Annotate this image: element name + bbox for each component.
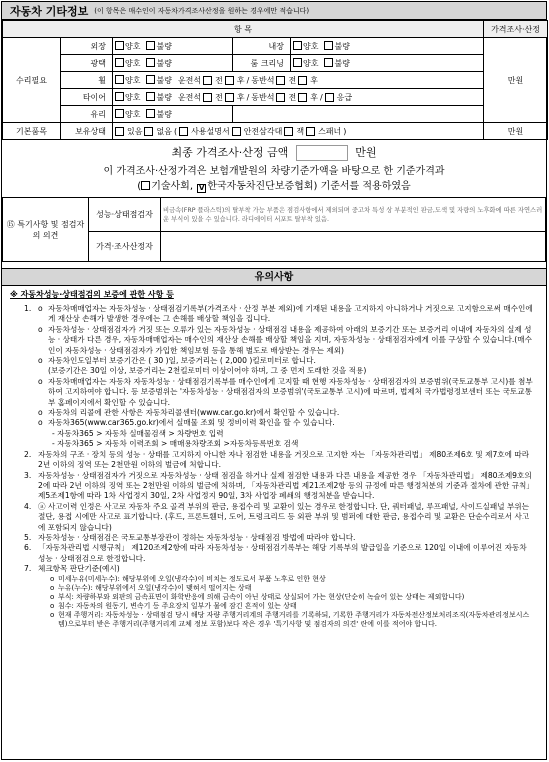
tire-good-checkbox[interactable] xyxy=(115,92,124,101)
possession-label: 보유상태 xyxy=(61,123,113,140)
tire-label: 타이어 xyxy=(61,89,113,106)
room-cleaning-label: 룸 크리닝 xyxy=(233,55,291,72)
wheel-driver-rear-checkbox[interactable] xyxy=(225,76,234,85)
inspector-opinion: 비금속(FRP 플라스틱)의 탈부착 가능 부품은 점검사항에서 제외되며 중고차 특성 상 부분적인 판금,도색 및 자량의 노후화에 따른 자연스러운 부식이 있을 수 있습니다. 라디에이터 서포트 탈부착 있음. xyxy=(161,198,546,232)
wheel-label: 휠 xyxy=(61,72,113,89)
basic-price-unit: 만원 xyxy=(484,123,548,140)
repair-needed-label: 수리필요 xyxy=(3,38,61,123)
other-info-header xyxy=(2,2,546,20)
repair-price-unit: 만원 xyxy=(484,38,548,123)
gloss-label: 광택 xyxy=(61,55,113,72)
gloss-bad-checkbox[interactable] xyxy=(146,58,155,67)
glass-bad-checkbox[interactable] xyxy=(146,109,155,118)
notice-item-2: 2. 자동차의 구조 · 장치 등의 성능 · 상태를 고지하지 아니한 자나 점검한 내용을 거짓으로 고지한 자는 「자동차관리법」 제80조제6호 및 제7호에 따라 2년 이하의 징역 또는 2천만원 이하의 벌금에 처합니다. xyxy=(24,449,530,470)
tire-bad-checkbox[interactable] xyxy=(146,92,155,101)
basic-items-label: 기본품목 xyxy=(3,123,61,140)
standard-note-2: ( 기술사회, V 한국자동차진단보증협회) 기준서를 적용하였음 xyxy=(137,181,411,192)
criteria-list: o 미세누유(미세누수): 해당부위에 오일(냉각수)이 비치는 정도로서 부품 노후로 인한 현상 o 누유(누수): 해당부위에서 오일(냉각수)이 맺혀서 떨어지는 상태 o 부식: 차량하부와 외판의 금속표면이 화학반응에 의해 금속이 아닌 상태로 상실되어 가는 현상(단순히 녹슬어 있는 상태는 제외합니다) o 침수: 자동차의 원동기, 변속기 등 주요장치 일부가 물에 잠긴 흔적이 있는 상태 o 현재 주행거리: 자동차성능 · 상태점검 당시 해당 자량 주행거리계의 주행거리를 기록하되, 기록한 주행거리가 자동차전산정보처리조직(자동차관리정보시스템)으로부터 받은 주행거리(주행거리계 교체 정보 포함)보다 작은 경우 '특기사항 및 점검자의 의견' 란에 이를 적어야 합니다. xyxy=(50,574,530,628)
spanner-checkbox[interactable] xyxy=(306,127,315,136)
exterior-label: 외장 xyxy=(61,38,113,55)
notice-item-1: 1. o 자동차매매업자는 자동차성능 · 상태점검기록부(가격조사 · 산정 부분 제외)에 기재된 내용을 고지하지 아니하거나 거짓으로 고지함으로써 매수인에게 재산상 손해가 발생한 경우에는 그 손해를 배상할 책임을 집니다. o 자동차성능 · 상태점검자가 거짓 또는 오류가 있는 자동차성능 · 상태점검 내용을 제공하여 아래의 보증기간 또는 보증거리 이내에 자동차의 실제 성능 · 상태가 다른 경우, 자동차매매업자는 매수인의 재산상 손해를 배상할 책임을 지며, 자동차성능 · 상태점검자에게 이를 구상할 수 있습니다.(매수인이 자동차성능 · 상태점검자가 가입한 책임보험 등을 통해 별도로 배상받는 경우는 제외) o 자동차인도일부터 보증기간은 ( 30 )일, 보증거리는 ( 2,000 )킬로미터로 합니다. (보증기간은 30일 이상, 보증거리는 2천킬로미터 이상이어야 하며, 그 중 먼저 도래한 것을 적용) o 자동차매매업자는 자동차 자동차성능 · 상태점검기록부를 매수인에게 고지할 때 현행 자동차성능 · 상태점검자의 보증범위(국토교통부 고시)를 첨부하여 고지하여야 합니다. 등 보증범위는 '자동차성능 · 상태점검자의 보증범위'(국토교통부 고시)에 따르며, 법제처 국가법령정보센터 또는 국토교통부 홈페이지에서 확인할 수 있습니다. o 자동차의 리콜에 관한 사항은 자동차리콜센터(www.car.go.kr)에서 확인할 수 있습니다. o 자동차365(www.car365.go.kr)에서 실매물 조회 및 정비이력 확인을 할 수 있습니다. - 자동차365 > 자동차 실매물검색 > 차량번호 입력 - 자동차365 > 자동차 이력조회 > 매매용차량조회 >자동차등록번호 검색 xyxy=(24,304,533,449)
tire-driver-front-checkbox[interactable] xyxy=(203,93,212,102)
notice-item-5: 5. 자동차성능 · 상태점검은 국토교통부장관이 정하는 자동차성능 · 상태점검 방법에 따라야 합니다. xyxy=(24,532,356,542)
triangle-checkbox[interactable] xyxy=(232,127,241,136)
glass-label: 유리 xyxy=(61,106,113,123)
kadia-checkbox-checked[interactable]: V xyxy=(199,184,205,192)
tire-passenger-rear-checkbox[interactable] xyxy=(298,93,307,102)
notice-header: 유의사항 xyxy=(2,268,546,286)
wheel-bad-checkbox[interactable] xyxy=(146,75,155,84)
wheel-driver-front-checkbox[interactable] xyxy=(203,76,212,85)
room-bad-checkbox[interactable] xyxy=(324,58,333,67)
tire-driver-rear-checkbox[interactable] xyxy=(225,93,234,102)
exterior-bad-checkbox[interactable] xyxy=(146,41,155,50)
wheel-passenger-front-checkbox[interactable] xyxy=(276,76,285,85)
interior-label: 내장 xyxy=(233,38,291,55)
appraiser-label: 가격·조사산정자 xyxy=(89,232,161,262)
notice-subtitle: ※ 자동차성능·상태점검의 보증에 관한 사항 등 xyxy=(10,290,174,299)
engineer-society-checkbox[interactable] xyxy=(141,181,150,190)
final-price-input[interactable] xyxy=(296,145,348,161)
jack-checkbox[interactable] xyxy=(284,127,293,136)
special-notes-table xyxy=(2,197,546,262)
section-title: 자동차 기타정보 xyxy=(10,4,89,18)
gloss-good-checkbox[interactable] xyxy=(115,58,124,67)
possession-have-checkbox[interactable] xyxy=(115,127,124,136)
inspection-page xyxy=(1,1,547,760)
section-note: (이 항목은 매수인이 자동차가격조사산정을 원하는 경우에만 적습니다) xyxy=(94,6,310,15)
interior-good-checkbox[interactable] xyxy=(293,41,302,50)
notice-item-3: 3. 자동차성능 · 상태점검자가 거짓으로 자동차성능 · 상태 점검을 하거나 실제 점검한 내용과 다른 내용을 제공한 경우 「자동차관리법」 제80조제9호의2에 따라 2년 이하의 징역 또는 2천만원 이하의 벌금에 처하며, 「자동차관리법 제21조제2항 등의 규정에 따른 행정처분의 기준과 절차에 관한 규칙」 제5조제1항에 따라 1차 사업정지 30일, 2차 사업정지 90일, 3차 사업장 폐쇄의 행정처분을 받습니다. xyxy=(24,470,534,501)
inspector-label: 성능·상태점검자 xyxy=(89,198,161,232)
glass-good-checkbox[interactable] xyxy=(115,109,124,118)
standard-note-1: 이 가격조사·산정가격은 보험개발원의 차량기준가액을 바탕으로 한 기준가격과 xyxy=(103,166,445,177)
interior-bad-checkbox[interactable] xyxy=(324,41,333,50)
notice-body xyxy=(2,304,546,629)
exterior-good-checkbox[interactable] xyxy=(115,41,124,50)
room-good-checkbox[interactable] xyxy=(293,58,302,67)
tire-passenger-front-checkbox[interactable] xyxy=(276,93,285,102)
notice-item-7: 7. 체크항목 판단기준(예시) xyxy=(24,564,120,574)
final-price-label: 최종 가격조사·산정 금액 xyxy=(171,146,289,159)
tire-emergency-checkbox[interactable] xyxy=(325,93,334,102)
final-price-unit: 만원 xyxy=(355,146,377,159)
possession-none-checkbox[interactable] xyxy=(144,127,153,136)
condition-table: 항 목 가격조사·산정 수리필요 외장 양호 불량 내장 양호 불량 만원 광택 양호 불량 룸 크리닝 양호 불량 휠 양호 불량 운전석 전 후 / 동반석 전 후 타이어 양호 불량 운전석 전 후 / 동반석 전 후 / 응급 유리 양호 불량 기본품목 보유상태 있음 없음 ( 사용설명서 안전삼각대 잭 스패너 ) 만원 xyxy=(2,20,548,140)
col-item-header: 항 목 xyxy=(3,21,484,38)
col-price-header: 가격조사·산정 xyxy=(484,21,548,38)
appraiser-opinion xyxy=(161,232,546,262)
notice-item-6: 6. 「자동차관리법 시행규칙」 제120조제2항에 따라 자동차성능 · 상태점검기록부는 해당 기록부의 발급일을 기준으로 120일 이내에 이루어진 자동차 성능 · 상태점검으로 한정합니다. xyxy=(24,543,527,563)
wheel-passenger-rear-checkbox[interactable] xyxy=(298,76,307,85)
special-notes-label: ⑮ 특기사항 및 점검자의 의견 xyxy=(3,198,89,262)
notice-item-4: 4. ⓐ 사고이력 인정은 사고로 자동차 주요 골격 부위의 판금, 용접수리 및 교환이 있는 경우로 한정합니다. 단, 쿼터패널, 루프패널, 사이드실패널 부위는 절단, 용접 시에만 사고로 표기합니다. (후드, 프론트휀더, 도어, 트렁크리드 등 외판 부위 및 범퍼에 대한 판금, 용접수리 및 교환은 단순수리로서 사고에 포함되지 않습니다) xyxy=(24,501,530,532)
manual-checkbox[interactable] xyxy=(179,127,188,136)
final-price-row xyxy=(2,140,546,164)
wheel-good-checkbox[interactable] xyxy=(115,75,124,84)
